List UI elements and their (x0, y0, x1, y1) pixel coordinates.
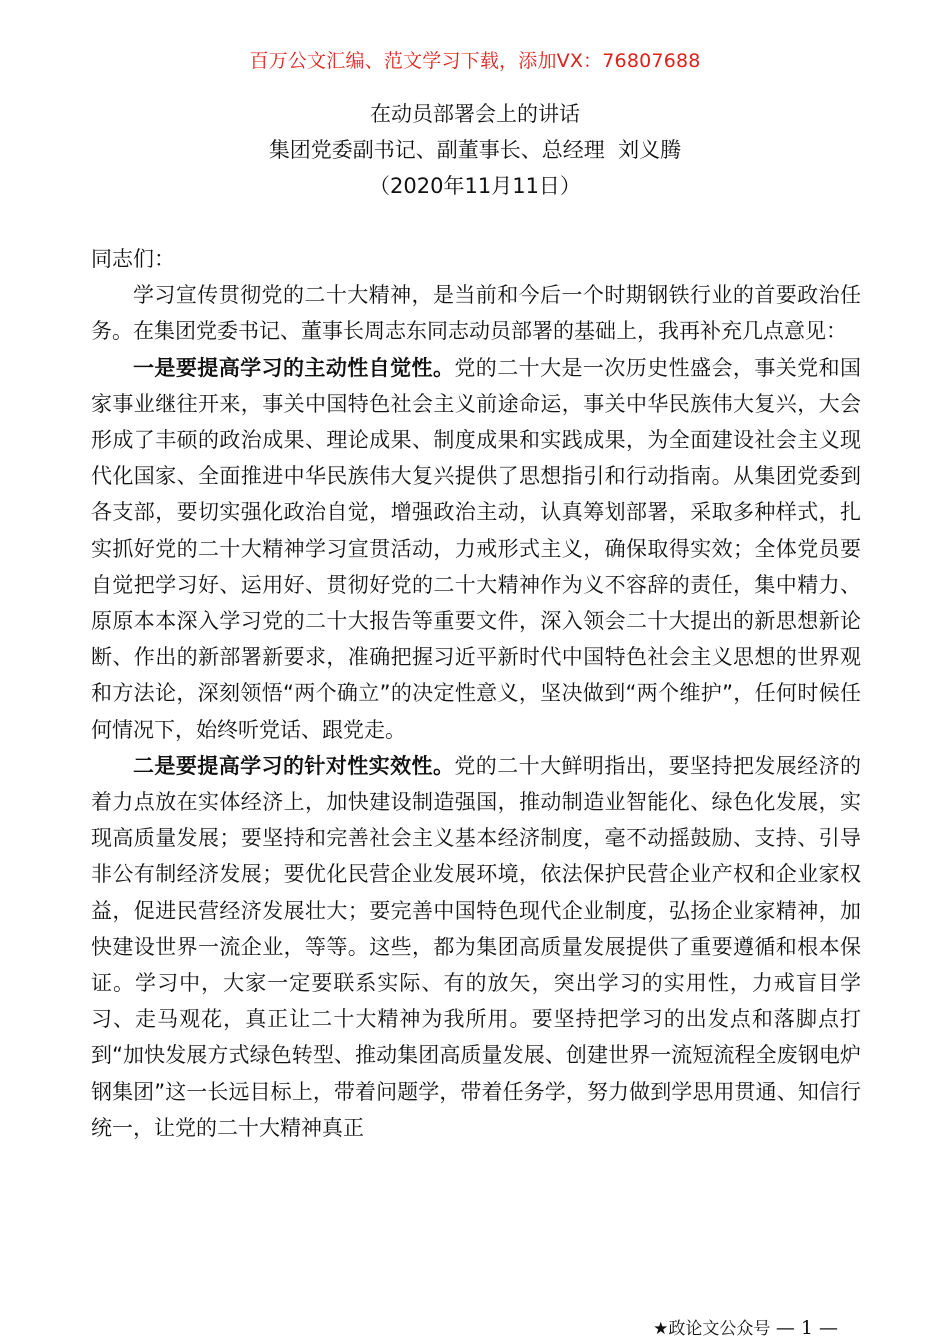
point-one-heading: 一是要提高学习的主动性自觉性。 (133, 355, 455, 380)
point-two-paragraph (91, 748, 861, 1146)
document-title: 在动员部署会上的讲话 (370, 102, 580, 126)
speaker-line: 集团党委副书记、副董事长、总经理 刘义腾 (268, 138, 682, 162)
document-body (91, 241, 861, 1146)
document-header (0, 96, 950, 204)
intro-paragraph: 学习宣传贯彻党的二十大精神，是当前和今后一个时期钢铁行业的首要政治任务。在集团党委书记、董事长周志东同志动员部署的基础上，我再补充几点意见： (91, 283, 861, 344)
page-number: — 1 — (775, 1317, 838, 1339)
watermark-banner: 百万公文汇编、范文学习下载，添加VX：76807688 (249, 50, 701, 72)
point-one-paragraph (91, 350, 861, 748)
salutation: 同志们： (91, 247, 175, 271)
point-two-text: 党的二十大鲜明指出，要坚持把发展经济的着力点放在实体经济上，加快建设制造强国，推动制造业智能化、绿色化发展，实现高质量发展；要坚持和完善社会主义基本经济制度，毫不动摇鼓励、支持、引导非公有制经济发展；要优化民营企业发展环境，依法保护民营企业产权和企业家权益，促进民营经济发展壮大；要完善中国特色现代企业制度，弘扬企业家精神，加快建设世界一流企业，等等。这些，都为集团高质量发展提供了重要遵循和根本保证。学习中，大家一定要联系实际、有的放矢，突出学习的实用性，力戒盲目学习、走马观花，真正让二十大精神为我所用。要坚持把学习的出发点和落脚点打到“加快发展方式绿色转型、推动集团高质量发展、创建世界一流短流程全废钢电炉钢集团”这一长远目标上，带着问题学，带着任务学，努力做到学思用贯通、知信行统一，让党的二十大精神真正 (91, 753, 862, 1140)
speech-date: （2020年11月11日） (369, 174, 581, 198)
page-footer (653, 1314, 838, 1339)
point-two-heading: 二是要提高学习的针对性实效性。 (133, 753, 455, 778)
point-one-text: 党的二十大是一次历史性盛会，事关党和国家事业继往开来，事关中国特色社会主义前途命运，事关中华民族伟大复兴，大会形成了丰硕的政治成果、理论成果、制度成果和实践成果，为全面建设社会主义现代化国家、全面推进中华民族伟大复兴提供了思想指引和行动指南。从集团党委到各支部，要切实强化政治自觉，增强政治主动，认真筹划部署，采取多种样式，扎实抓好党的二十大精神学习宣贯活动，力戒形式主义，确保取得实效；全体党员要自觉把学习好、运用好、贯彻好党的二十大精神作为义不容辞的责任，集中精力、原原本本深入学习党的二十大报告等重要文件，深入领会二十大提出的新思想新论断、作出的新部署新要求，准确把握习近平新时代中国特色社会主义思想的世界观和方法论，深刻领悟“两个确立”的决定性意义，坚决做到“两个维护”，任何时候任何情况下，始终听党话、跟党走。 (91, 355, 862, 742)
footer-source: ★政论文公众号 (653, 1319, 771, 1339)
